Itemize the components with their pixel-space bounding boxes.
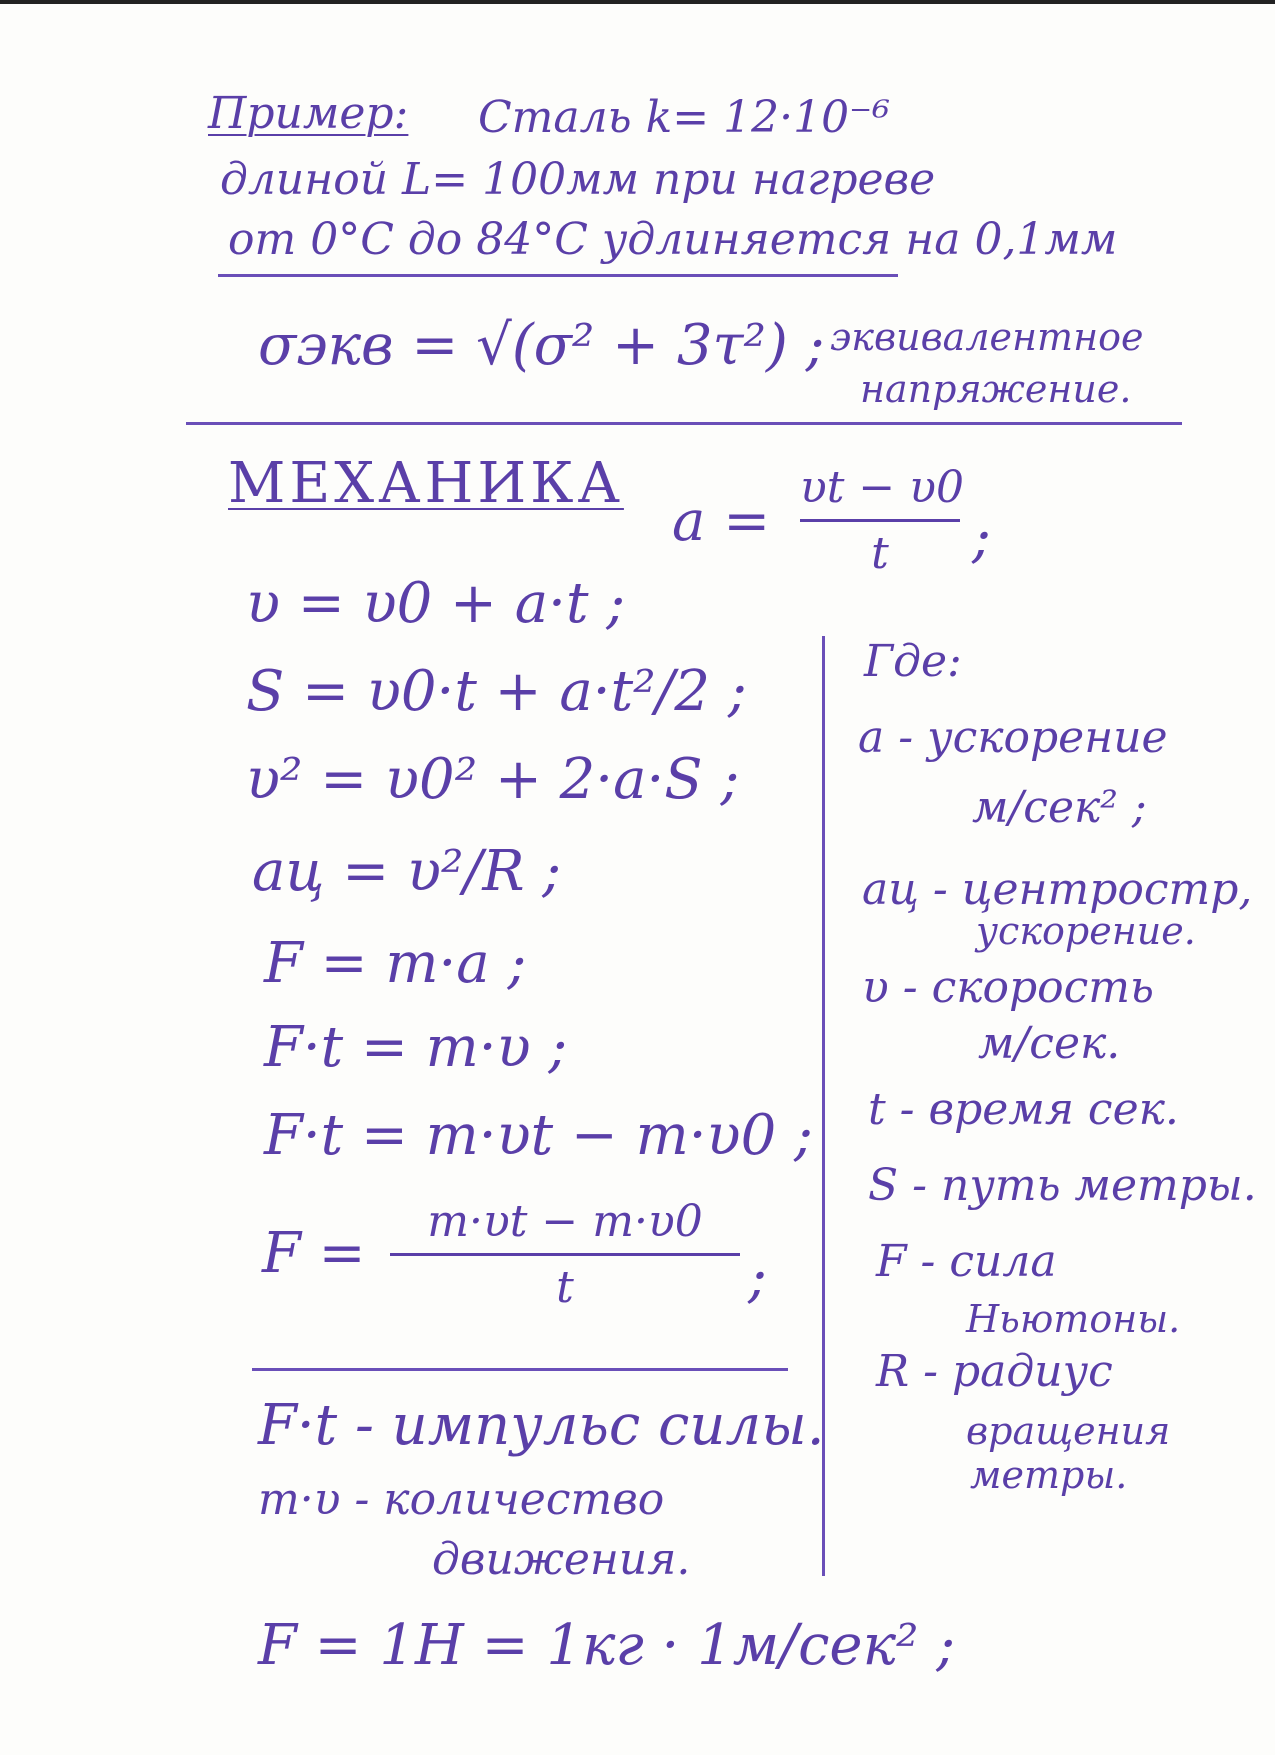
force-end: ;	[748, 1245, 767, 1310]
legend-force-unit: Ньютоны.	[966, 1297, 1181, 1341]
formula-velocity: υ = υ0 + a·t ;	[246, 571, 626, 636]
legend-time: t - время сек.	[868, 1084, 1179, 1135]
force-fraction	[390, 1196, 740, 1313]
legend-force: F - сила	[876, 1236, 1057, 1287]
example-line-3: от 0°С до 84°С удлиняется на 0,1мм	[228, 214, 1118, 265]
formula-centripetal: aц = υ²/R ;	[252, 839, 562, 904]
legend-centripetal-2: ускорение.	[976, 909, 1196, 953]
scan-top-edge	[0, 0, 1275, 4]
formula-velocity-squared: υ² = υ0² + 2·a·S ;	[246, 747, 740, 812]
legend-title: Где:	[864, 636, 962, 687]
example-line-1: Сталь k= 12·10⁻⁶	[478, 92, 890, 143]
note-momentum-1: m·υ - количество	[258, 1474, 665, 1525]
example-title: Пример:	[208, 88, 409, 139]
legend-radius-unit: метры.	[970, 1453, 1128, 1497]
example-line-2: длиной L= 100мм при нагреве	[220, 154, 936, 205]
section-divider	[186, 422, 1182, 425]
force-fraction-bar	[390, 1253, 740, 1256]
accel-lhs: a =	[672, 489, 771, 554]
legend-distance: S - путь метры.	[868, 1160, 1257, 1211]
accel-denominator: t	[871, 528, 889, 579]
accel-fraction-bar	[800, 519, 960, 522]
stress-desc-1: эквивалентное	[830, 315, 1144, 359]
formula-impulse: F·t = m·υ ;	[264, 1015, 568, 1080]
legend-velocity-unit: м/сек.	[978, 1018, 1121, 1069]
notes-divider	[252, 1368, 788, 1371]
legend-acceleration: a - ускорение	[858, 712, 1168, 763]
force-denominator: t	[556, 1262, 574, 1313]
stress-desc-2: напряжение.	[860, 367, 1132, 411]
legend-centripetal: aц - центростр,	[862, 864, 1253, 915]
force-numerator: m·υt − m·υ0	[427, 1196, 703, 1247]
legend-radius-2: вращения	[966, 1409, 1171, 1453]
note-momentum-2: движения.	[432, 1534, 691, 1585]
legend-radius: R - радиус	[876, 1346, 1113, 1397]
legend-acceleration-unit: м/сек² ;	[972, 782, 1147, 833]
formula-distance: S = υ0·t + a·t²/2 ;	[246, 659, 747, 724]
stress-formula: σэкв = √(σ² + 3τ²) ;	[258, 313, 825, 378]
example-underline	[218, 274, 898, 277]
note-newton: F = 1Н = 1кг · 1м/сек² ;	[258, 1613, 956, 1678]
force-lhs: F =	[262, 1221, 366, 1286]
note-impulse: F·t - импульс силы.	[258, 1393, 825, 1458]
accel-end: ;	[972, 505, 991, 570]
formula-impulse-change: F·t = m·υt − m·υ0 ;	[264, 1103, 813, 1168]
accel-fraction	[800, 462, 965, 579]
accel-numerator: υt − υ0	[800, 462, 965, 513]
mechanics-heading: МЕХАНИКА	[228, 451, 624, 516]
formula-newton-second: F = m·a ;	[264, 931, 527, 996]
legend-velocity: υ - скорость	[862, 962, 1154, 1013]
